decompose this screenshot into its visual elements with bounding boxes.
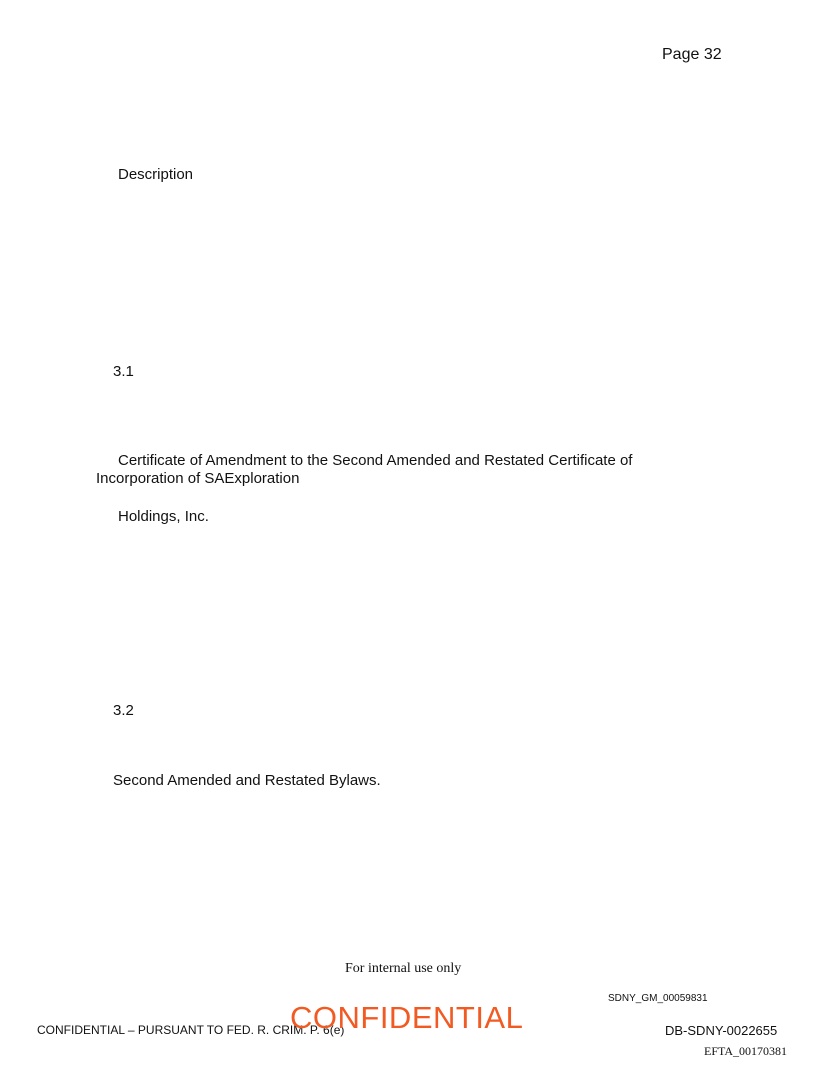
page-number: Page 32 [662,46,722,63]
internal-use-note: For internal use only [345,961,462,976]
exhibit-description-line: Certificate of Amendment to the Second Amended and Restated Certificate of [118,452,633,469]
column-heading-description: Description [118,166,194,183]
exhibit-description-line: Holdings, Inc. [118,508,209,525]
exhibit-description-line: Incorporation of SAExploration [96,470,300,487]
exhibit-description-line: Second Amended and Restated Bylaws. [113,772,381,789]
bates-number-primary: SDNY_GM_00059831 [608,993,708,1004]
exhibit-number: 3.1 [113,363,134,380]
bates-number-secondary: DB-SDNY-0022655 [665,1023,778,1038]
efta-identifier: EFTA_00170381 [704,1044,788,1058]
confidential-notice: CONFIDENTIAL – PURSUANT TO FED. R. CRIM. P. 6(e) [37,1023,345,1037]
exhibit-number: 3.2 [113,702,134,719]
confidential-stamp: CONFIDENTIAL [290,1000,524,1035]
